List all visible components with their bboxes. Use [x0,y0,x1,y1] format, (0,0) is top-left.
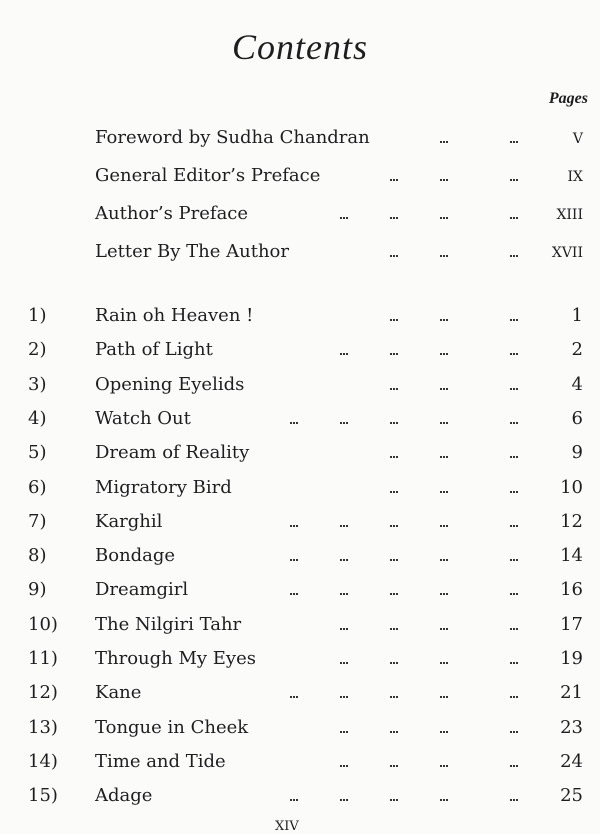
dot-leader [390,696,398,698]
entry-number: 13) [28,716,58,738]
dot-leader [340,525,348,527]
dot-leader [390,255,398,257]
entry-title: Opening Eyelids [95,373,245,395]
entry-page: XVII [551,245,583,261]
entry-title: Foreword by Sudha Chandran [95,127,370,148]
dot-leader [510,422,518,424]
dot-leader [510,731,518,733]
entry-number: 11) [28,648,58,669]
dot-leader [440,731,448,733]
entry-title: Kane [95,682,142,704]
toc-entry [0,339,600,369]
entry-number: 10) [28,613,58,635]
dot-leader [390,388,398,390]
entry-title: Adage [95,785,153,807]
toc-entry [0,241,600,271]
dot-leader [440,422,448,424]
dot-leader [340,217,348,219]
dot-leader [340,799,348,801]
dot-leader [390,217,398,219]
dot-leader [510,765,518,767]
dot-leader [340,559,348,561]
toc-entry [0,648,600,678]
entry-title: Author’s Preface [95,203,249,224]
entry-title: Letter By The Author [95,241,290,262]
toc-entry [0,785,600,815]
dot-leader [290,559,298,561]
entry-page: 24 [560,750,583,772]
entry-number: 12) [28,682,58,704]
dot-leader [390,593,398,595]
entry-title: Watch Out [95,407,191,429]
entry-title: Karghil [95,510,163,532]
entry-page: 25 [560,785,583,807]
entry-page: 12 [560,510,583,532]
dot-leader [510,353,518,355]
dot-leader [510,491,518,493]
toc-entry [0,165,600,195]
dot-leader [390,319,398,321]
entry-title: Path of Light [95,339,213,361]
dot-leader [440,491,448,493]
dot-leader [510,217,518,219]
entry-title: Tongue in Cheek [95,716,249,738]
entry-page: 10 [560,476,583,498]
entry-title: Dream of Reality [95,442,250,464]
entry-page: 17 [560,613,583,635]
toc-entry [0,717,600,747]
dot-leader [340,696,348,698]
dot-leader [390,179,398,181]
dot-leader [290,593,298,595]
entry-number: 4) [28,407,47,429]
entry-page: V [572,131,583,147]
entry-title: Migratory Bird [95,476,232,498]
dot-leader [390,353,398,355]
dot-leader [440,799,448,801]
dot-leader [440,559,448,561]
dot-leader [440,179,448,181]
entry-title: Bondage [95,545,176,567]
entry-number: 7) [28,510,47,532]
dot-leader [510,559,518,561]
entry-page: XIII [556,207,583,223]
entry-title: Dreamgirl [95,579,189,601]
dot-leader [510,799,518,801]
toc-entry [0,305,600,335]
entry-page: 21 [560,682,583,704]
dot-leader [290,696,298,698]
dot-leader [440,456,448,458]
dot-leader [510,255,518,257]
dot-leader [440,696,448,698]
dot-leader [510,662,518,664]
dot-leader [390,456,398,458]
dot-leader [440,353,448,355]
entry-number: 14) [28,750,58,772]
dot-leader [290,422,298,424]
dot-leader [340,422,348,424]
dot-leader [390,525,398,527]
dot-leader [440,662,448,664]
toc-entry [0,408,600,438]
entry-page: 23 [560,716,583,738]
entry-page: 19 [560,648,583,669]
dot-leader [390,628,398,630]
dot-leader [510,456,518,458]
toc-entry [0,442,600,472]
dot-leader [440,525,448,527]
dot-leader [440,255,448,257]
dot-leader [510,319,518,321]
page-number: XIV [275,819,299,834]
entry-page: 4 [571,373,583,395]
dot-leader [510,593,518,595]
entry-page: 1 [571,305,583,326]
entry-page: 16 [560,579,583,601]
dot-leader [440,319,448,321]
entry-number: 1) [28,305,47,326]
pages-column-header: Pages [548,90,588,107]
toc-entry [0,682,600,712]
entry-number: 15) [28,785,58,807]
toc-entry [0,614,600,644]
dot-leader [390,765,398,767]
entry-title: The Nilgiri Tahr [95,613,242,635]
toc-entry [0,511,600,541]
dot-leader [390,731,398,733]
entry-title: General Editor’s Preface [95,165,321,186]
dot-leader [510,179,518,181]
entry-number: 2) [28,339,47,361]
toc-entry [0,579,600,609]
entry-number: 3) [28,373,47,395]
dot-leader [510,696,518,698]
entry-page: 9 [571,442,583,464]
toc-entry [0,203,600,233]
dot-leader [440,628,448,630]
dot-leader [340,731,348,733]
toc-entry [0,545,600,575]
dot-leader [340,662,348,664]
entry-page: 2 [571,339,583,361]
dot-leader [510,628,518,630]
toc-entry [0,477,600,507]
dot-leader [440,388,448,390]
dot-leader [440,141,448,143]
dot-leader [440,593,448,595]
dot-leader [290,799,298,801]
dot-leader [340,353,348,355]
toc-entry [0,751,600,781]
entry-page: 6 [571,407,583,429]
dot-leader [510,525,518,527]
dot-leader [340,628,348,630]
toc-entry [0,127,600,157]
page-title: Contents [231,27,368,67]
dot-leader [390,799,398,801]
dot-leader [290,525,298,527]
dot-leader [390,662,398,664]
entry-title: Rain oh Heaven ! [95,305,254,326]
entry-title: Through My Eyes [95,648,256,669]
dot-leader [510,388,518,390]
dot-leader [390,491,398,493]
dot-leader [510,141,518,143]
dot-leader [340,765,348,767]
dot-leader [390,559,398,561]
entry-page: IX [567,169,583,185]
dot-leader [390,422,398,424]
dot-leader [440,217,448,219]
entry-number: 9) [28,579,47,601]
entry-page: 14 [560,545,583,567]
entry-number: 8) [28,545,47,567]
entry-number: 6) [28,476,47,498]
dot-leader [340,593,348,595]
toc-entry [0,374,600,404]
dot-leader [440,765,448,767]
entry-title: Time and Tide [95,750,226,772]
entry-number: 5) [28,442,47,464]
